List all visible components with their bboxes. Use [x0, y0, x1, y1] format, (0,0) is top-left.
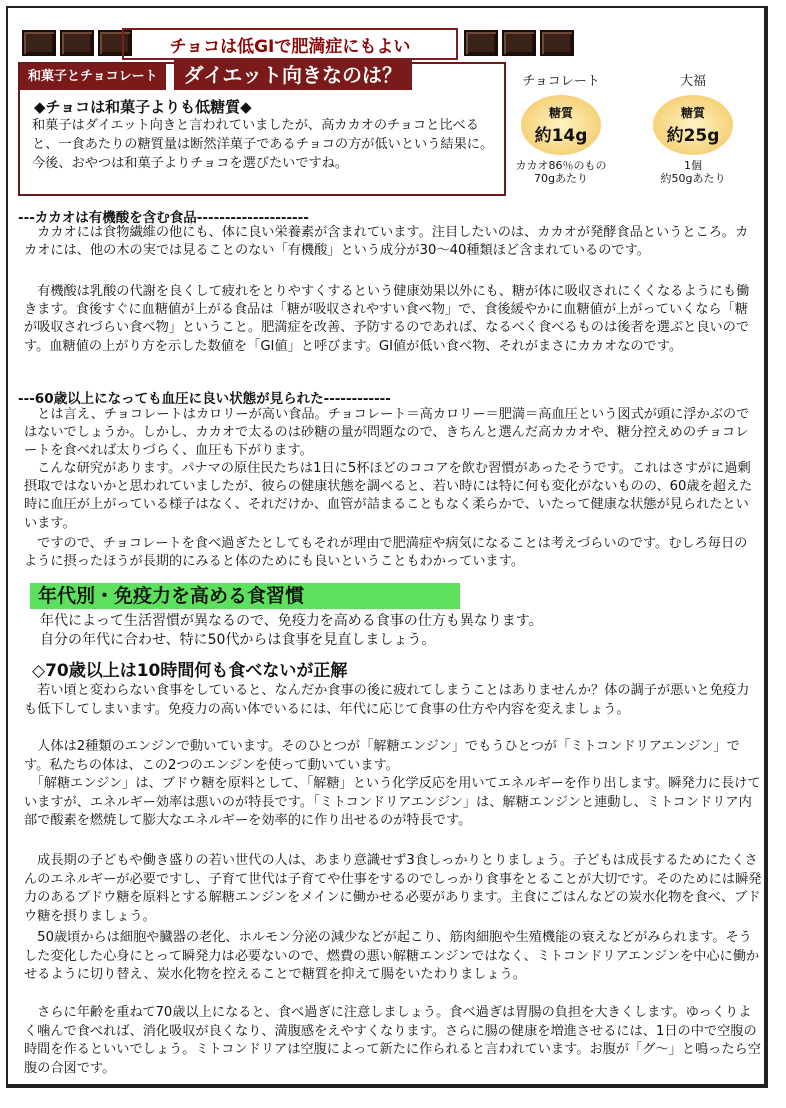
paragraph: 若い頃と変わらない食事をしていると、なんだか食事の後に疲れてしまうことはありませんか？体の調子が悪いと免疫力も低下してしまいます。免疫力の高い体でいるには、年代に応じて食事の仕方や内容を変えましょう。	[24, 683, 750, 717]
part2-heading: 年代別・免疫力を高める食習慣	[30, 583, 460, 609]
item-note: 70gあたり	[534, 172, 588, 185]
sugar-label: 糖質	[548, 106, 573, 120]
intro-line: 自分の年代に合わせ、特に50代からは食事を見直しましょう。	[40, 632, 436, 648]
comparison-header	[20, 64, 412, 90]
chocolate-bar-decoration-right	[464, 30, 574, 54]
chocolate-sugar-card	[506, 70, 616, 185]
chocolate-piece-icon	[60, 30, 94, 56]
item-note: 約50gあたり	[660, 172, 726, 185]
page-title-box	[122, 28, 458, 60]
section-heading: ---カカオは有機酸を含む食品--------------------	[18, 210, 309, 226]
paragraph: ですので、チョコレートを食べ過ぎたとしてもそれが理由で肥満症や病気になることは考えづらいのです。むしろ毎日のように摂ったほうが長期的にみると体のためにも良いということもわかっています。	[24, 536, 748, 570]
comparison-box	[18, 62, 506, 196]
paragraph: さらに年齢を重ねて70歳以上になると、食べ過ぎに注意しましょう。食べ過ぎは胃腸の負担を大きくします。ゆっくりよく噛んで食べれば、消化吸収が良くなり、満腹感をえやすくなります。さらに腸の健康を増進させるには、1日の中で空腹の時間を作るといいでしょう。ミトコンドリアは空腹によって新たに作られると言われています。お腹が「グ～」と鳴ったら空腹の合図です。	[24, 1005, 761, 1076]
comparison-subhead: ◆チョコは和菓子よりも低糖質◆	[34, 98, 252, 116]
sugar-circle	[653, 95, 733, 155]
chocolate-bar-decoration-left	[22, 30, 132, 54]
comparison-headline: ダイエット向きなのは？	[174, 60, 412, 90]
page-title: チョコは低GIで肥満症にもよい	[169, 36, 411, 57]
sugar-circle	[521, 95, 601, 155]
sugar-label: 糖質	[680, 106, 705, 120]
paragraph: こんな研究があります。パナマの原住民たちは1日に5杯ほどのココアを飲む習慣があったそうです。これはさすがに過剰摂取ではないかと思われていましたが、彼らの健康状態を調べると、若い時には特に何も変化がないものの、60歳を超えた時に血圧が上がっている様子はなく、それだけか、血管が詰まることもなく柔らかで、いたって健康な状態が見られたといいます。	[24, 461, 753, 531]
item-name: チョコレート	[522, 74, 600, 89]
part2-subheading: ◇70歳以上は10時間何も食べないが正解	[32, 661, 348, 681]
item-name: 大福	[679, 74, 706, 89]
paragraph: カカオには食物繊維の他にも、体に良い栄養素が含まれています。注目したいのは、カカオが発酵食品というところ。カカオには、他の木の実では見ることのない「有機酸」という成分が30～40種類ほど含まれているのです。	[24, 225, 749, 259]
comparison-tag: 和菓子とチョコレート	[20, 64, 166, 90]
item-note: 1個	[684, 159, 702, 172]
daifuku-sugar-card	[638, 70, 748, 185]
paragraph: 「解糖エンジン」は、ブドウ糖を原料として、「解糖」という化学反応を用いてエネルギーを作り出します。瞬発力に長けていますが、エネルギー効率は悪いのが特長です。「ミトコンドリアエンジン」は、解糖エンジンと連動し、ミトコンドリア内部で酸素を燃焼して膨大なエネルギーを効率的に作り出せるのが特長です。	[24, 776, 761, 828]
chocolate-piece-icon	[540, 30, 574, 56]
comparison-body: 和菓子はダイエット向きと言われていましたが、高カカオのチョコと比べると、一食あたりの糖質量は断然洋菓子であるチョコの方が低いという結果に。今後、おやつは和菓子よりチョコを選びたいですね。	[32, 118, 494, 171]
sugar-value: 約25g	[666, 126, 720, 146]
paragraph: 成長期の子どもや働き盛りの若い世代の人は、あまり意識せず3食しっかりとりましょう。子どもは成長するためにたくさんのエネルギーが必要ですし、子育て世代は子育てや仕事をするのでしっかり食事をとることが大切です。そのためには瞬発力のあるブドウ糖を原料とする解糖エンジンをメインに働かせる必要があります。主食にごはんなどの炭水化物を食べ、ブドウ糖を摂りましょう。	[24, 853, 762, 924]
paragraph: 50歳頃からは細胞や臓器の老化、ホルモン分泌の減少などが起こり、筋肉細胞や生殖機能の衰えなどがみられます。そうした変化した心身にとって瞬発力は必要ないので、燃費の悪い解糖エンジンではなく、ミトコンドリアエンジンを中心に働かせるように切り替え、炭水化物を控えることで糖質を抑えて腸をいたわりましょう。	[24, 930, 760, 982]
item-note: カカオ86％のもの	[515, 159, 607, 172]
chocolate-piece-icon	[22, 30, 56, 56]
part2-intro	[40, 612, 740, 650]
sugar-value: 約14g	[534, 126, 588, 146]
section-heading: ---60歳以上になっても血圧に良い状態が見られた------------	[18, 391, 391, 407]
paragraph: 人体は2種類のエンジンで動いています。そのひとつが「解糖エンジン」でもうひとつが「ミトコンドリアエンジン」です。私たちの体は、この2つのエンジンを使って動いています。	[24, 739, 740, 773]
paragraph: 有機酸は乳酸の代謝を良くして疲れをとりやすくするという健康効果以外にも、糖が体に吸収されにくくなるようにも働きます。食後すぐに血糖値が上がる食品は「糖が吸収されやすい食べ物」で、食後緩やかに血糖値が上がっていくなら「糖が吸収されづらい食べ物」ということ。肥満症を改善、予防するのであれば、なるべく食べるものは後者を選ぶと良いのです。血糖値の上がり方を示した数値を「GI値」と呼びます。GI値が低い食べ物、それがまさにカカオなのです。	[24, 284, 750, 354]
chocolate-piece-icon	[502, 30, 536, 56]
intro-line: 年代によって生活習慣が異なるので、免疫力を高める食事の仕方も異なります。	[40, 613, 543, 629]
chocolate-piece-icon	[464, 30, 498, 56]
paragraph: とは言え、チョコレートはカロリーが高い食品。チョコレート＝高カロリー＝肥満＝高血圧という図式が頭に浮かぶのではないでしょうか。しかし、カカオで太るのは砂糖の量が問題なので、きちんと選んだ高カカオや、糖分控えめのチョコレートを食べれば太りづらく、血圧も下がります。	[24, 407, 750, 459]
